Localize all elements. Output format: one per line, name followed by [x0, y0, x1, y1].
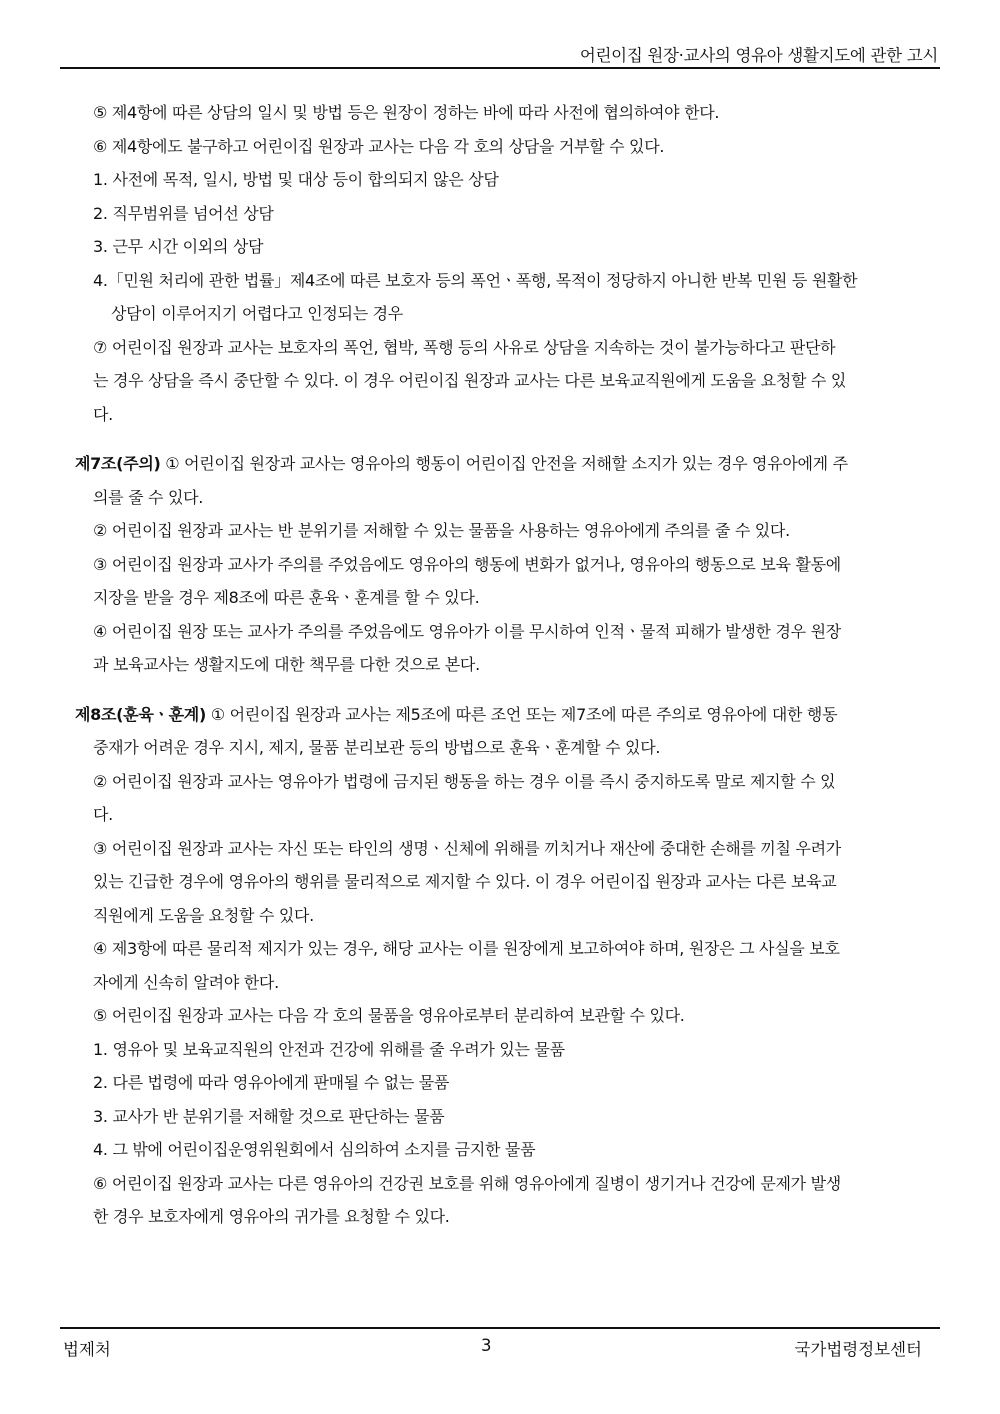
paragraph-continued: 중재가 어려운 경우 지시, 제지, 물품 분리보관 등의 방법으로 훈육ㆍ훈계할 수 있다.	[93, 738, 661, 757]
list-item-continued: 상담이 이루어지기 어렵다고 인정되는 경우	[111, 304, 403, 323]
paragraph: ① 어린이집 원장과 교사는 영유아의 행동이 어린이집 안전을 저해할 소지가 있는 경우 영유아에게 주	[165, 454, 848, 473]
list-item: 3. 근무 시간 이외의 상담	[93, 237, 264, 256]
footer-publisher: 법제처	[63, 1340, 111, 1359]
paragraph: ④ 어린이집 원장 또는 교사가 주의를 주었음에도 영유아가 이를 무시하여 인적ㆍ물적 피해가 발생한 경우 원장	[93, 621, 841, 641]
list-item: 3. 교사가 반 분위기를 저해할 것으로 판단하는 물품	[93, 1106, 445, 1126]
header-rule	[60, 67, 940, 69]
footer-rule	[60, 1327, 940, 1329]
paragraph: ⑦ 어린이집 원장과 교사는 보호자의 폭언, 협박, 폭행 등의 사유로 상담을 지속하는 것이 불가능하다고 판단하	[93, 337, 836, 357]
paragraph: ⑤ 제4항에 따른 상담의 일시 및 방법 등은 원장이 정하는 바에 따라 사전에 협의하여야 한다.	[93, 103, 720, 122]
paragraph: ⑥ 어린이집 원장과 교사는 다른 영유아의 건강권 보호를 위해 영유아에게 질병이 생기거나 건강에 문제가 발생	[93, 1173, 841, 1193]
paragraph: ③ 어린이집 원장과 교사는 자신 또는 타인의 생명ㆍ신체에 위해를 끼치거나 재산에 중대한 손해를 끼칠 우려가	[93, 838, 841, 858]
paragraph: ③ 어린이집 원장과 교사가 주의를 주었음에도 영유아의 행동에 변화가 없거나, 영유아의 행동으로 보육 활동에	[93, 554, 841, 574]
list-item: 2. 직무범위를 넘어선 상담	[93, 203, 274, 223]
article-7-heading: 제7조(주의)	[75, 454, 161, 473]
paragraph-continued: 다.	[93, 404, 113, 424]
paragraph-continued: 의를 줄 수 있다.	[93, 487, 204, 507]
article-7-first-line	[75, 447, 941, 481]
paragraph-continued: 다.	[93, 805, 113, 824]
paragraph: ① 어린이집 원장과 교사는 제5조에 따른 조언 또는 제7조에 따른 주의로 영유아에 대한 행동	[210, 704, 838, 724]
paragraph-continued: 지장을 받을 경우 제8조에 따른 훈육ㆍ훈계를 할 수 있다.	[93, 588, 480, 607]
paragraph-continued: 있는 긴급한 경우에 영유아의 행위를 물리적으로 제지할 수 있다. 이 경우 어린이집 원장과 교사는 다른 보육교	[93, 872, 837, 891]
paragraph-continued: 자에게 신속히 알려야 한다.	[93, 972, 279, 992]
paragraph-continued: 한 경우 보호자에게 영유아의 귀가를 요청할 수 있다.	[93, 1207, 450, 1226]
list-item: 2. 다른 법령에 따라 영유아에게 판매될 수 없는 물품	[93, 1073, 450, 1092]
paragraph: ⑤ 어린이집 원장과 교사는 다음 각 호의 물품을 영유아로부터 분리하여 보관할 수 있다.	[93, 1006, 685, 1025]
paragraph-continued: 직원에게 도움을 요청할 수 있다.	[93, 905, 314, 925]
list-item: 4.「민원 처리에 관한 법률」제4조에 따른 보호자 등의 폭언ㆍ폭행, 목적이 정당하지 아니한 반복 민원 등 원활한	[93, 270, 858, 290]
list-item: 4. 그 밖에 어린이집운영위원회에서 심의하여 소지를 금지한 물품	[93, 1140, 536, 1159]
document-body	[75, 96, 941, 1234]
paragraph: ② 어린이집 원장과 교사는 반 분위기를 저해할 수 있는 물품을 사용하는 영유아에게 주의를 줄 수 있다.	[93, 521, 790, 540]
paragraph: ⑥ 제4항에도 불구하고 어린이집 원장과 교사는 다음 각 호의 상담을 거부할 수 있다.	[93, 136, 665, 156]
list-item: 1. 사전에 목적, 일시, 방법 및 대상 등이 합의되지 않은 상담	[93, 170, 499, 189]
paragraph-continued: 는 경우 상담을 즉시 중단할 수 있다. 이 경우 어린이집 원장과 교사는 다른 보육교직원에게 도움을 요청할 수 있	[93, 371, 847, 390]
article-8-first-line	[75, 698, 941, 732]
list-item: 1. 영유아 및 보육교직원의 안전과 건강에 위해를 줄 우려가 있는 물품	[93, 1039, 565, 1059]
paragraph: ④ 제3항에 따른 물리적 제지가 있는 경우, 해당 교사는 이를 원장에게 보고하여야 하며, 원장은 그 사실을 보호	[93, 939, 840, 958]
paragraph: ② 어린이집 원장과 교사는 영유아가 법령에 금지된 행동을 하는 경우 이를 즉시 중지하도록 말로 제지할 수 있	[93, 771, 836, 791]
page-number: 3	[481, 1336, 492, 1355]
article-8-heading: 제8조(훈육ㆍ훈계)	[75, 704, 206, 724]
footer-source: 국가법령정보센터	[794, 1340, 922, 1359]
paragraph-continued: 과 보육교사는 생활지도에 대한 책무를 다한 것으로 본다.	[93, 655, 480, 674]
header-title: 어린이집 원장·교사의 영유아 생활지도에 관한 고시	[579, 46, 938, 65]
